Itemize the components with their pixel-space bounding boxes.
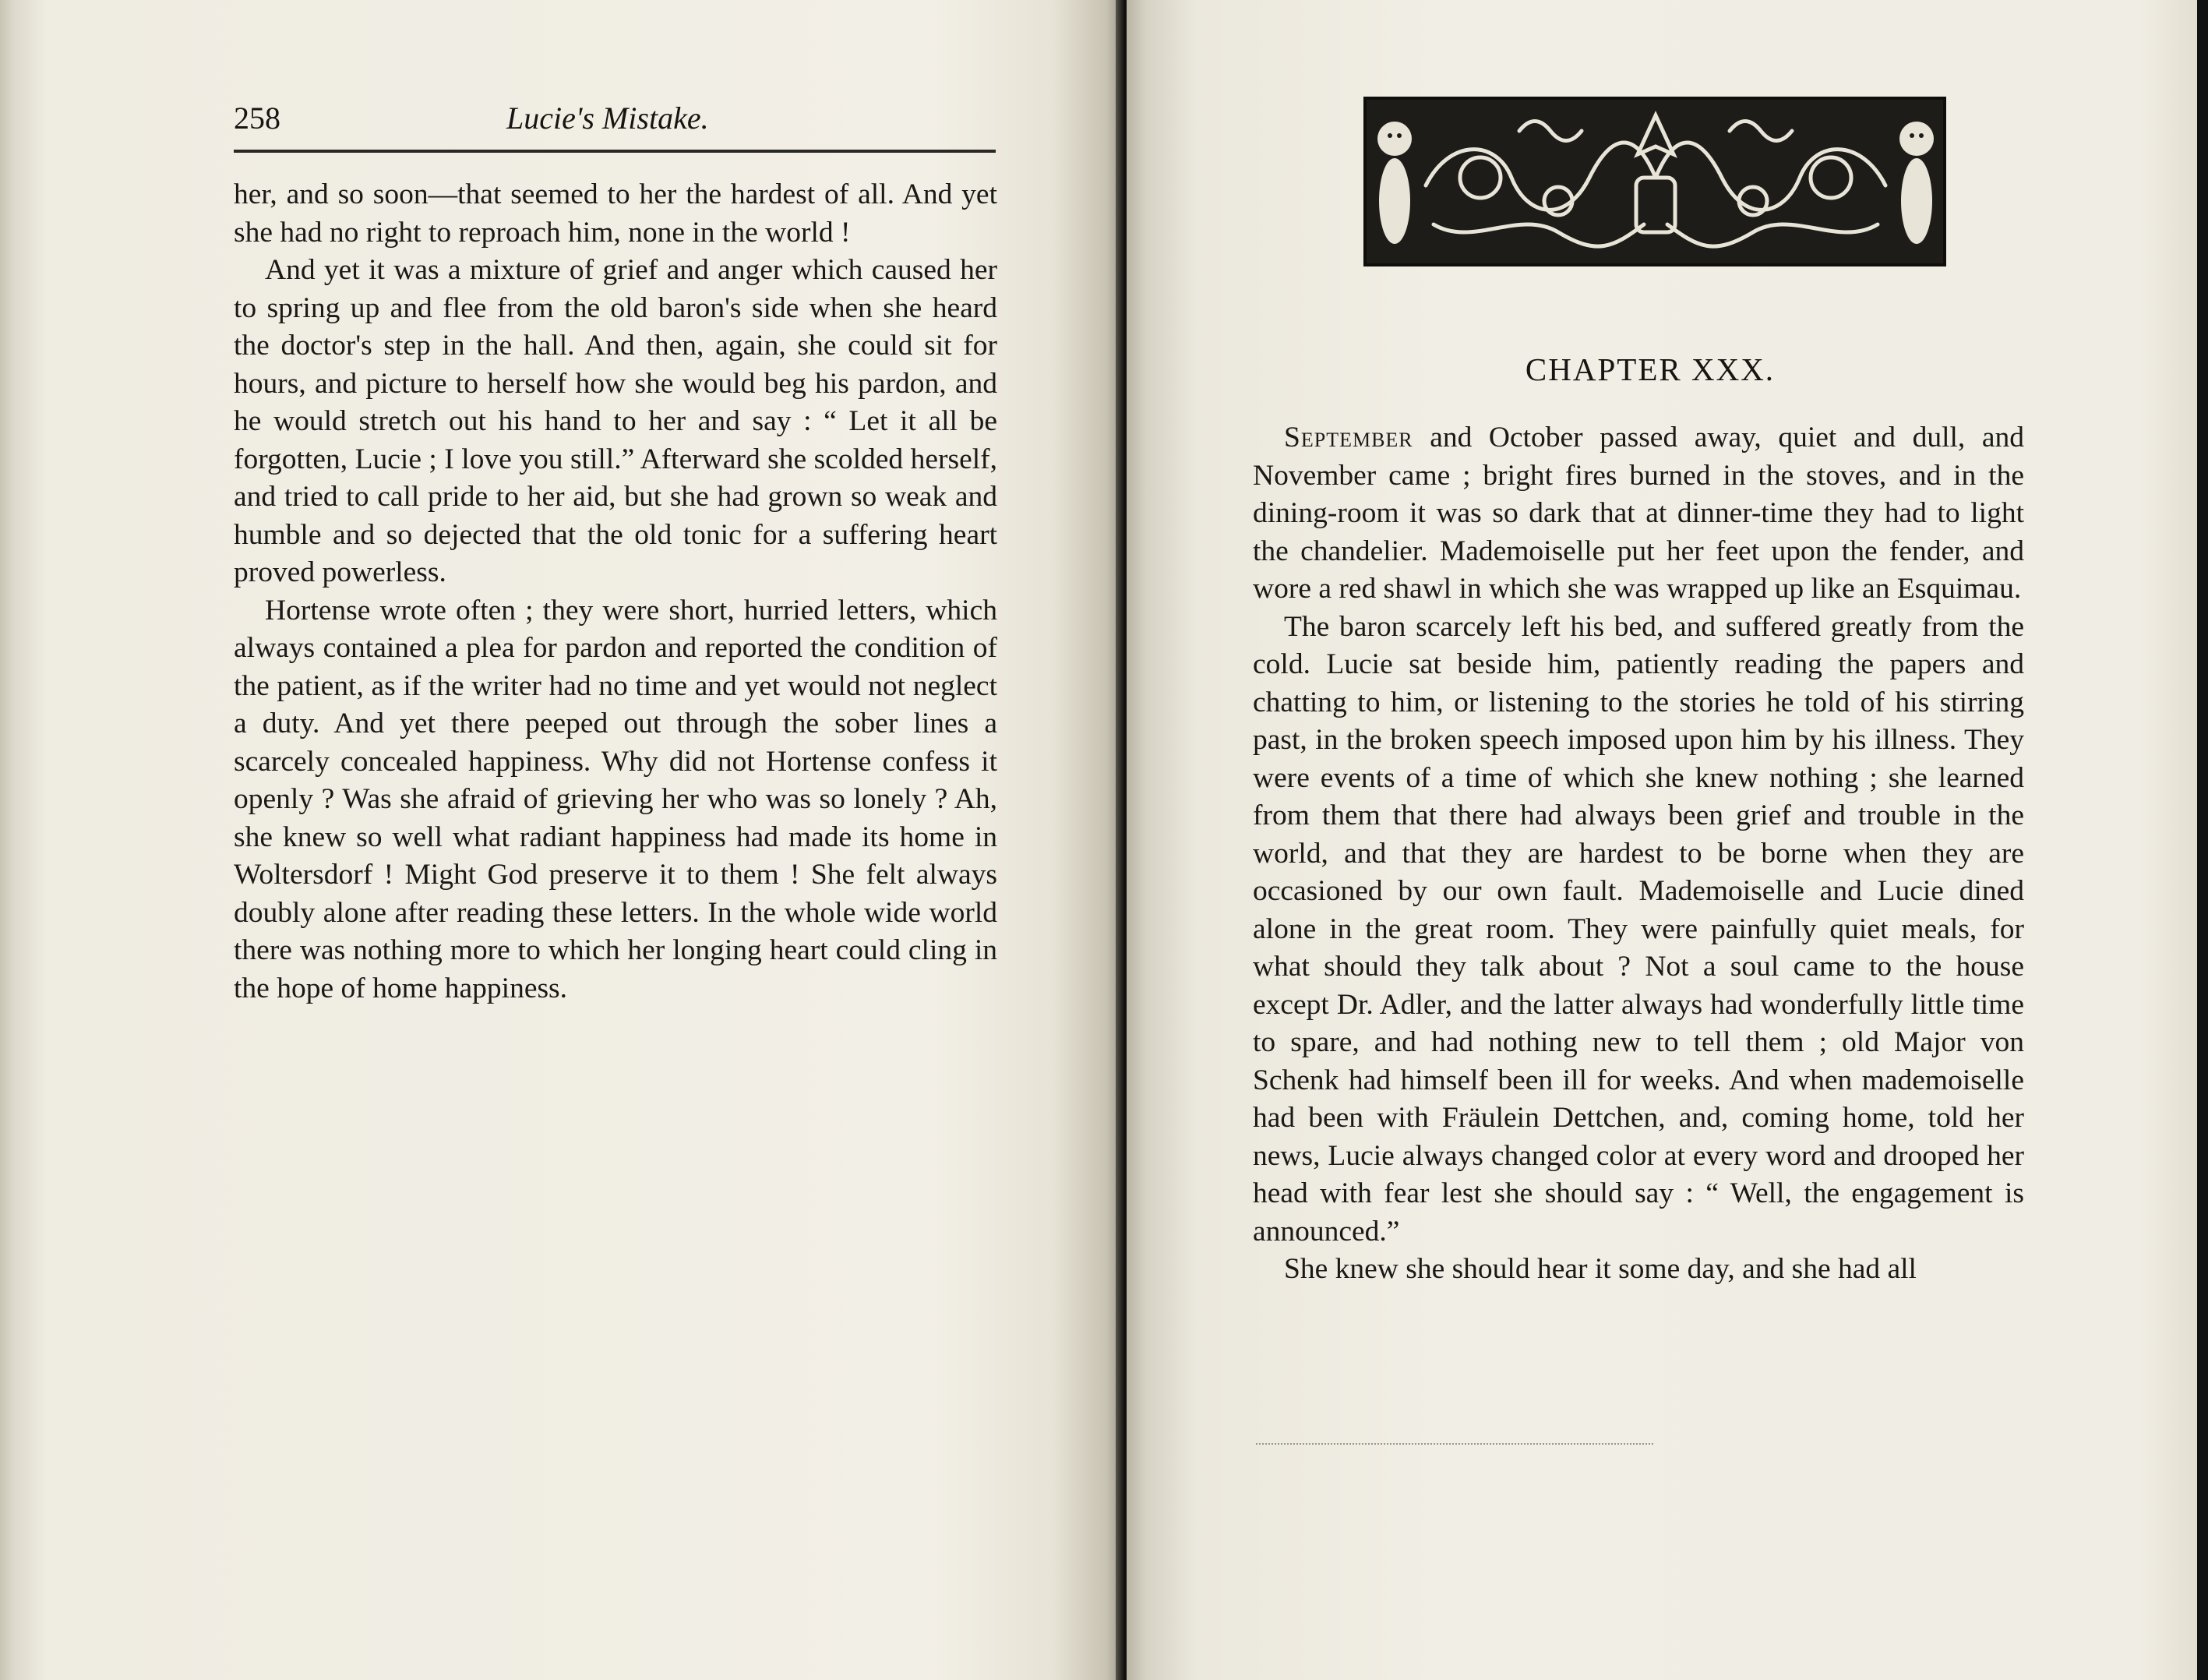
page-number: 258 [234, 101, 280, 136]
header-rule [234, 150, 996, 153]
paragraph: Hortense wrote often ; they were short, hurried letters, which always contained a plea for pardon and reported the condition of the patient, as if the writer had no time and yet would not neglect a duty. And yet there peeped out through the sober lines a scarcely concealed happiness. Why did not Hortense confess it openly ? Was she afraid of grieving her who was so lonely ? Ah, she knew so well what radiant happiness had made its home in Woltersdorf ! Might God preserve it to them ! She felt always doubly alone after reading these letters. In the whole wide world there was nothing more to which her longing heart could cling in the hope of home happiness. [234, 594, 997, 1004]
paragraph: her, and so soon—that seemed to her the hardest of all. And yet she had no right to reproach him, none in the world ! [234, 178, 997, 249]
running-title: Lucie's Mistake. [506, 101, 709, 136]
paragraph: And yet it was a mixture of grief and anger which caused her to spring up and flee from the old baron's side when she heard the doctor's step in the hall. And then, again, she could sit for hours, and picture to herself how she would beg his pardon, and he would stretch out his hand to her and say : “ Let it all be forgotten, Lucie ; I love you still.” Afterward she scolded herself, and tried to call pride to her aid, but she had grown so weak and humble and so dejected that the old tonic for a suffering heart proved powerless. [234, 254, 997, 588]
drop-word: September [1284, 422, 1413, 454]
paragraph [1253, 419, 2024, 609]
running-head [234, 100, 997, 146]
chapter-title: CHAPTER XXX. [1525, 351, 1776, 387]
paragraph: She knew she should hear it some day, and she had all [1284, 1253, 1917, 1285]
footer-rule [1256, 1443, 1653, 1446]
right-body-text [1253, 419, 2024, 1289]
paragraph-text: and October passed away, quiet and dull, and November came ; bright fires burned in the stoves, and in the dining-room it was so dark that at dinner-time they had to light the chandelier. Mademoiselle put her feet upon the fender, and wore a red shawl in which she was wrapped up like an Esquimau. [1253, 422, 2024, 605]
left-body-text [234, 176, 997, 1008]
book-right-edge [2197, 0, 2208, 1680]
paragraph: The baron scarcely left his bed, and suffered greatly from the cold. Lucie sat beside him, patiently reading the papers and chatting to him, or listening to the stories he told of his stirring past, in the broken speech imposed upon him by his illness. They were events of a time of which she knew nothing ; she learned from them that there had always been grief and trouble in the world, and that they are hardest to be borne when they are occasioned by our own fault. Mademoiselle and Lucie dined alone in the great room. They were painfully quiet meals, for what should they talk about ? Not a soul came to the house except Dr. Adler, and the latter always had wonderfully little time to spare, and had nothing new to tell them ; old Major von Schenk had himself been ill for weeks. And when mademoiselle had been with Fräulein Dettchen, and, coming home, told her news, Lucie always changed color at every word and drooped her head with fear lest she should say : “ Well, the engagement is announced.” [1253, 610, 2024, 1248]
chapter-headpiece-ornament [1363, 92, 1948, 273]
